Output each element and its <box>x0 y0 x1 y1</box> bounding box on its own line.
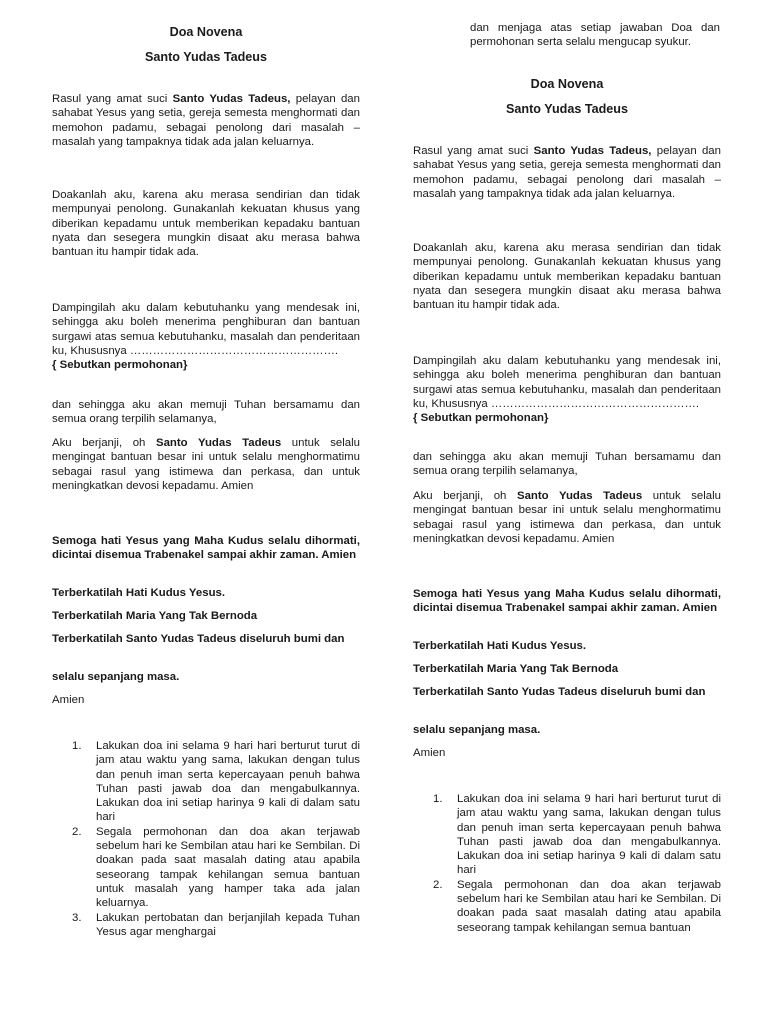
list-item: 2. Segala permohonan dan doa akan terjawab sebelum hari ke Sembilan atau hari ke Sembilan. Di doakan pada saat masalah dating atau apabila seseorang tampak kehilangan semua bantuan untuk masalah yang hamper taka ada jalan keluarnya. <box>72 825 360 910</box>
paragraph-2: Doakanlah aku, karena aku merasa sendirian dan tidak mempunyai penolong. Gunakanlah kekuatan khusus yang diberikan kepadamu untuk memberikan kepadaku bantuan nyata dan sesegera mungkin disaat aku merasa bahwa bantuan itu hampir tidak ada. <box>52 189 360 259</box>
blessing-2: Terberkatilah Hati Kudus Yesus. <box>52 587 226 599</box>
list-item: 3. Lakukan pertobatan dan berjanjilah kepada Tuhan Yesus agar menghargai <box>72 911 360 938</box>
title: Doa Novena <box>169 25 243 39</box>
list-item: 1. Lakukan doa ini selama 9 hari hari berturut turut di jam atau waktu yang sama, lakukan dengan tulus dan penuh iman serta kepercayaan penuh bahwa Tuhan pasti jawab doa dan mengabulkannya. Lakukan doa ini setiap harinya 9 kali di dalam satu hari <box>72 740 360 824</box>
paragraph-5: Aku berjanji, oh Santo Yudas Tadeus untuk selalu mengingat bantuan besar ini untuk selalu menghormatimu sebagai rasul yang istimewa dan perkasa, dan untuk meningkatkan devosi kepadamu. Amien <box>52 437 360 492</box>
blessing-2-right: Terberkatilah Hati Kudus Yesus. <box>413 640 587 652</box>
paragraph-1: Rasul yang amat suci Santo Yudas Tadeus, pelayan dan sahabat Yesus yang setia, gereja semesta menghormati dan memohon padamu, sebagai penolong dari masalah – masalah yang tampaknya tidak ada jalan keluarnya. <box>52 93 360 148</box>
paragraph-2-right: Doakanlah aku, karena aku merasa sendirian dan tidak mempunyai penolong. Gunakanlah kekuatan khusus yang diberikan kepadamu untuk memberikan kepadaku bantuan nyata dan sesegera mungkin disaat aku merasa bahwa bantuan itu hampir tidak ada. <box>413 242 721 312</box>
instructions-list-right <box>413 792 721 935</box>
paragraph-5-right: Aku berjanji, oh Santo Yudas Tadeus untuk selalu mengingat bantuan besar ini untuk selalu menghormatimu sebagai rasul yang istimewa dan perkasa, dan untuk meningkatkan devosi kepadamu. Amien <box>413 490 721 545</box>
paragraph-3-right: Dampingilah aku dalam kebutuhanku yang mendesak ini, sehingga aku boleh menerima penghiburan dan bantuan surgawi atas semua kebutuhanku, masalah dan penderitaan ku, Khususnya ………………………………………………. { Sebutkan permohonan} <box>413 355 721 425</box>
title-right: Doa Novena <box>530 77 604 91</box>
paragraph-4-right: dan sehingga aku akan memuji Tuhan bersamamu dan semua orang terpilih selamanya, <box>413 451 721 478</box>
blessing-5-right: selalu sepanjang masa. <box>413 724 541 736</box>
blessing-1-right: Semoga hati Yesus yang Maha Kudus selalu dihormati, dicintai disemua Trabenakel sampai akhir zaman. Amien <box>413 588 721 615</box>
paragraph-3: Dampingilah aku dalam kebutuhanku yang mendesak ini, sehingga aku boleh menerima penghiburan dan bantuan surgawi atas semua kebutuhanku, masalah dan penderitaan ku, Khususnya ………………………………………………. { Sebutkan permohonan} <box>52 302 360 372</box>
amien: Amien <box>52 694 85 706</box>
list-item: 1. Lakukan doa ini selama 9 hari hari berturut turut di jam atau waktu yang sama, lakukan dengan tulus dan penuh iman serta kepercayaan penuh bahwa Tuhan pasti jawab doa dan mengabulkannya. Lakukan doa ini setiap harinya 9 kali di dalam satu hari <box>433 793 721 877</box>
continuation-text: dan menjaga atas setiap jawaban Doa dan permohonan serta selalu mengucap syukur. <box>470 22 720 49</box>
blessing-3: Terberkatilah Maria Yang Tak Bernoda <box>52 610 258 622</box>
blessing-5: selalu sepanjang masa. <box>52 671 180 683</box>
subtitle: Santo Yudas Tadeus <box>144 50 267 64</box>
blessing-4: Terberkatilah Santo Yudas Tadeus diseluruh bumi dan <box>52 633 345 645</box>
request-placeholder-right: { Sebutkan permohonan} <box>413 412 549 425</box>
request-placeholder: { Sebutkan permohonan} <box>52 359 188 372</box>
blessing-3-right: Terberkatilah Maria Yang Tak Bernoda <box>413 663 619 675</box>
blessing-4-right: Terberkatilah Santo Yudas Tadeus diseluruh bumi dan <box>413 686 706 698</box>
blessing-1: Semoga hati Yesus yang Maha Kudus selalu dihormati, dicintai disemua Trabenakel sampai akhir zaman. Amien <box>52 535 360 562</box>
subtitle-right: Santo Yudas Tadeus <box>505 102 628 116</box>
paragraph-4: dan sehingga aku akan memuji Tuhan bersamamu dan semua orang terpilih selamanya, <box>52 399 360 426</box>
paragraph-1-right: Rasul yang amat suci Santo Yudas Tadeus, pelayan dan sahabat Yesus yang setia, gereja semesta menghormati dan memohon padamu, sebagai penolong dari masalah – masalah yang tampaknya tidak ada jalan keluarnya. <box>413 145 721 200</box>
instructions-list <box>52 739 360 939</box>
list-item: 2. Segala permohonan dan doa akan terjawab sebelum hari ke Sembilan atau hari ke Sembilan. Di doakan pada saat masalah dating atau apabila seseorang tampak kehilangan semua bantuan <box>433 878 721 934</box>
amien-right: Amien <box>413 747 446 759</box>
